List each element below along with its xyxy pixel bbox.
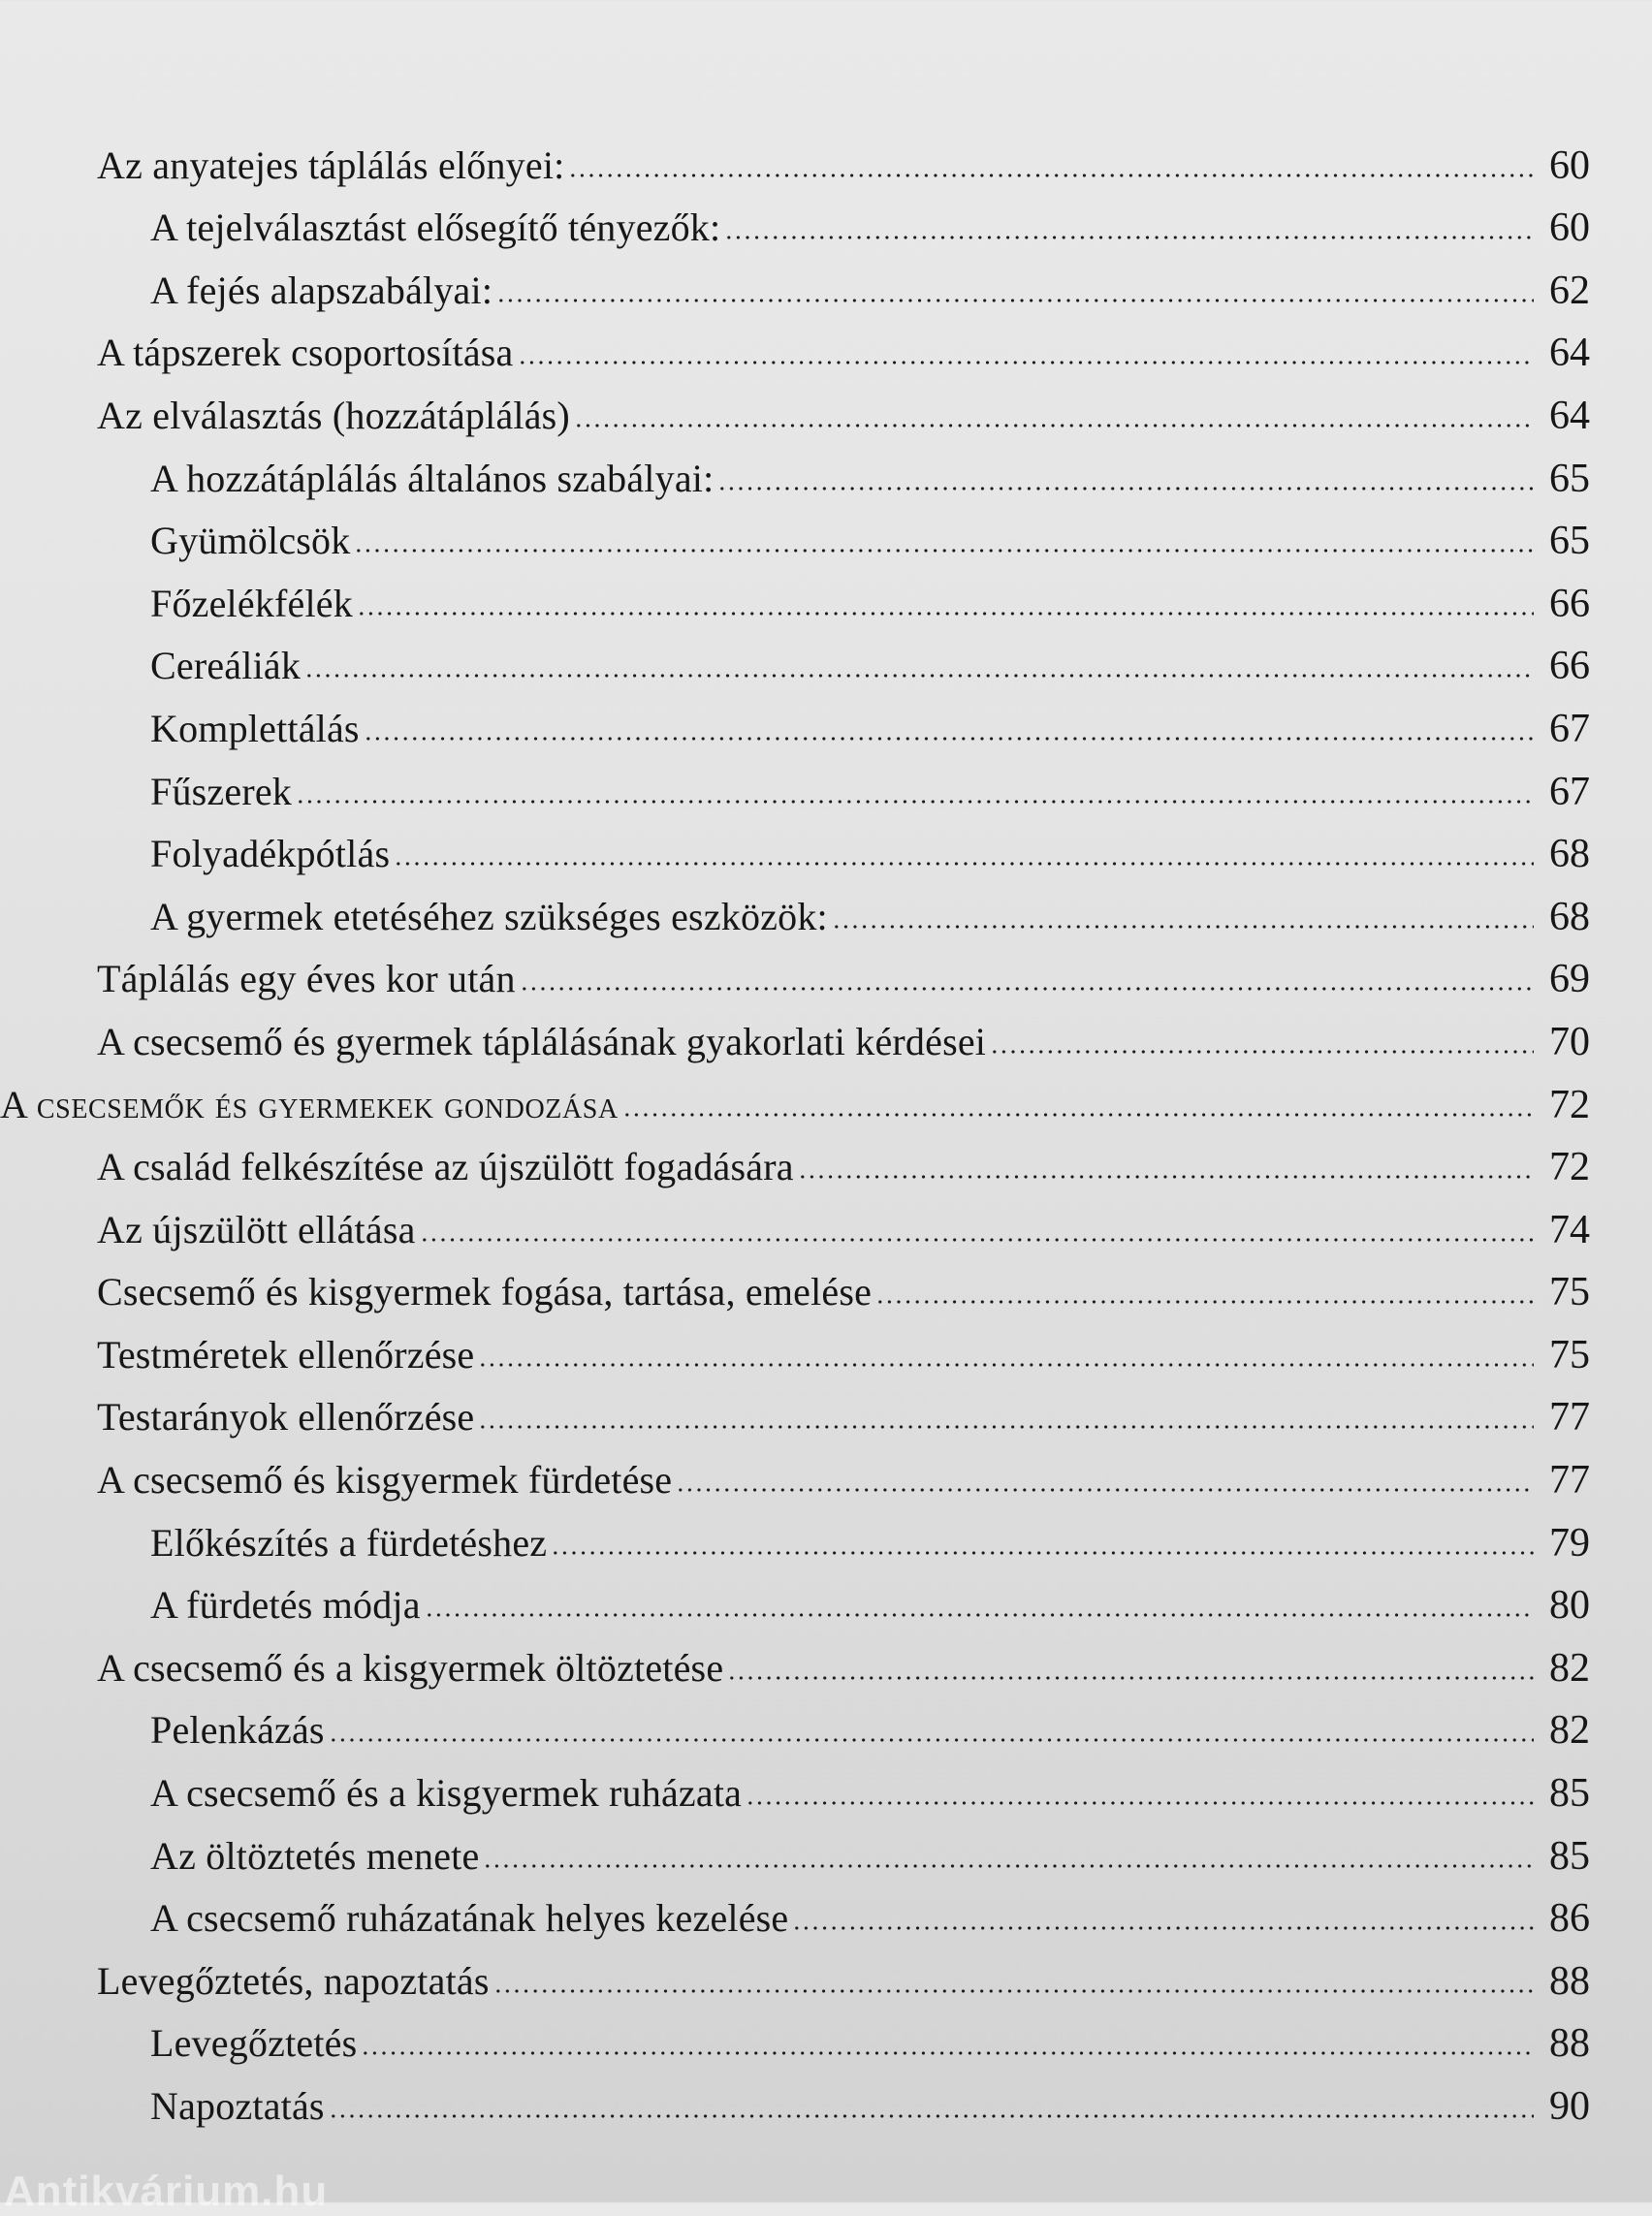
dot-leader	[717, 487, 1534, 491]
toc-entry-title: Előkészítés a fürdetéshez	[150, 1520, 548, 1565]
toc-entry	[0, 1504, 1652, 1567]
toc-page-number: 70	[1549, 1019, 1590, 1064]
toc-entry-title: A gyermek etetéséhez szükséges eszközök:	[150, 894, 828, 938]
toc-entry	[0, 1942, 1652, 2005]
dot-leader	[520, 987, 1534, 991]
toc-page-number: 67	[1549, 769, 1590, 814]
toc-entry	[0, 1629, 1652, 1692]
toc-page-number: 68	[1549, 894, 1590, 939]
dot-leader	[425, 1613, 1534, 1617]
toc-entry-title: Folyadékpótlás	[150, 832, 391, 876]
toc-page-number: 65	[1549, 519, 1590, 564]
toc-entry-title: A tápszerek csoportosítása	[97, 331, 514, 375]
dot-leader	[296, 800, 1534, 804]
toc-page-number: 72	[1549, 1082, 1590, 1127]
toc-entry-title: A csecsemő és gyermek táplálásának gyakorlati kérdései	[97, 1019, 987, 1063]
toc-entry	[0, 1315, 1652, 1378]
dot-leader	[478, 1425, 1534, 1429]
toc-entry	[0, 376, 1652, 439]
dot-leader	[394, 862, 1534, 866]
toc-entry	[0, 2005, 1652, 2068]
toc-entry-title: Táplálás egy éves kor után	[97, 957, 516, 1001]
toc-entry	[0, 502, 1652, 565]
toc-entry-title: Fűszerek	[150, 769, 292, 813]
dot-leader	[990, 1050, 1534, 1054]
toc-entry-title: A csecsemő és a kisgyermek ruházata	[150, 1771, 743, 1816]
toc-entry-title: Az öltöztetés menete	[150, 1833, 480, 1878]
dot-leader	[574, 424, 1534, 427]
toc-entry	[0, 1692, 1652, 1755]
table-of-contents	[0, 126, 1652, 2130]
toc-entry-title: A csecsemők és gyermekek gondozása	[0, 1082, 619, 1126]
toc-entry	[0, 689, 1652, 752]
toc-page-number: 66	[1549, 581, 1590, 626]
dot-leader	[832, 925, 1534, 929]
toc-entry	[0, 815, 1652, 878]
dot-leader	[746, 1801, 1534, 1805]
toc-page-number: 86	[1549, 1896, 1590, 1942]
dot-leader	[568, 174, 1534, 177]
toc-page-number: 72	[1549, 1145, 1590, 1190]
toc-page-number: 77	[1549, 1458, 1590, 1504]
toc-entry	[0, 877, 1652, 940]
toc-entry-title: Az újszülött ellátása	[97, 1207, 416, 1251]
dot-leader	[493, 1989, 1534, 1993]
dot-leader	[622, 1113, 1534, 1117]
toc-entry	[0, 1253, 1652, 1316]
toc-entry	[0, 1754, 1652, 1817]
toc-page-number: 88	[1549, 1958, 1590, 2004]
dot-leader	[875, 1300, 1534, 1304]
toc-entry	[0, 1378, 1652, 1441]
toc-page-number: 65	[1549, 456, 1590, 501]
toc-entry	[0, 564, 1652, 627]
dot-leader	[357, 612, 1534, 616]
toc-page-number: 74	[1549, 1207, 1590, 1252]
toc-entry-title: A csecsemő és a kisgyermek öltöztetése	[97, 1645, 724, 1690]
toc-entry-title: A fejés alapszabályai:	[150, 268, 493, 312]
toc-entry-title: Napoztatás	[150, 2084, 325, 2128]
dot-leader	[798, 1175, 1534, 1179]
toc-page-number: 75	[1549, 1270, 1590, 1315]
toc-page-number: 85	[1549, 1833, 1590, 1879]
toc-page-number: 88	[1549, 2021, 1590, 2067]
toc-entry-title: Testarányok ellenőrzése	[97, 1395, 475, 1440]
toc-entry-title: A tejelválasztást elősegítő tényezők:	[150, 206, 721, 250]
toc-entry-title: A család felkészítése az újszülött fogadására	[97, 1145, 794, 1189]
toc-section-heading	[0, 1065, 1652, 1128]
toc-page-number: 85	[1549, 1771, 1590, 1817]
dot-leader	[420, 1238, 1534, 1242]
dot-leader	[496, 299, 1534, 302]
toc-page-number: 75	[1549, 1332, 1590, 1377]
toc-entry	[0, 1817, 1652, 1880]
toc-entry-title: Cereáliák	[150, 644, 302, 688]
toc-page-number: 77	[1549, 1395, 1590, 1440]
toc-page-number: 90	[1549, 2084, 1590, 2129]
toc-entry	[0, 2067, 1652, 2130]
toc-entry-title: A csecsemő ruházatának helyes kezelése	[150, 1896, 789, 1941]
toc-entry	[0, 940, 1652, 1003]
toc-entry	[0, 1440, 1652, 1504]
dot-leader	[792, 1926, 1534, 1930]
toc-page-number: 67	[1549, 706, 1590, 751]
dot-leader	[354, 549, 1534, 553]
toc-entry	[0, 1567, 1652, 1630]
dot-leader	[518, 361, 1534, 364]
toc-entry-title: A hozzátáplálás általános szabályai:	[150, 456, 715, 500]
toc-entry	[0, 189, 1652, 252]
toc-entry-title: Gyümölcsök	[150, 519, 351, 563]
toc-page-number: 69	[1549, 957, 1590, 1002]
toc-page-number: 64	[1549, 331, 1590, 376]
toc-page-number: 80	[1549, 1583, 1590, 1629]
toc-entry	[0, 1002, 1652, 1065]
dot-leader	[676, 1488, 1534, 1492]
toc-page-number: 82	[1549, 1708, 1590, 1754]
toc-entry	[0, 1880, 1652, 1943]
toc-page-number: 62	[1549, 268, 1590, 313]
toc-entry-title: Csecsemő és kisgyermek fogása, tartása, emelése	[97, 1270, 873, 1314]
toc-page-number: 79	[1549, 1520, 1590, 1566]
toc-entry	[0, 752, 1652, 815]
toc-entry-title: Levegőztetés, napoztatás	[97, 1958, 490, 2003]
dot-leader	[483, 1864, 1534, 1868]
toc-entry-title: Az elválasztás (hozzátáplálás)	[97, 393, 570, 437]
dot-leader	[329, 2114, 1534, 2118]
dot-leader	[551, 1551, 1534, 1555]
watermark: Antikvárium.hu	[4, 2168, 329, 2215]
toc-entry-title: Testméretek ellenőrzése	[97, 1332, 475, 1377]
toc-entry	[0, 1190, 1652, 1253]
toc-entry	[0, 439, 1652, 502]
toc-page-number: 64	[1549, 393, 1590, 438]
dot-leader	[361, 2051, 1534, 2055]
dot-leader	[304, 674, 1534, 678]
toc-page-number: 68	[1549, 832, 1590, 877]
toc-entry-title: Komplettálás	[150, 706, 360, 750]
toc-entry-title: Levegőztetés	[150, 2021, 358, 2066]
toc-entry-title: Pelenkázás	[150, 1708, 325, 1753]
toc-page-number: 60	[1549, 142, 1590, 188]
dot-leader	[329, 1738, 1534, 1742]
toc-entry-title: Az anyatejes táplálás előnyei:	[97, 142, 565, 187]
toc-page-number: 66	[1549, 644, 1590, 689]
toc-entry-title: A csecsemő és kisgyermek fürdetése	[97, 1458, 673, 1503]
toc-entry	[0, 251, 1652, 314]
dot-leader	[724, 236, 1534, 239]
toc-entry	[0, 1128, 1652, 1191]
toc-page-number: 60	[1549, 206, 1590, 251]
dot-leader	[478, 1363, 1534, 1367]
toc-entry-title: A fürdetés módja	[150, 1583, 421, 1628]
toc-entry	[0, 627, 1652, 690]
toc-page-number: 82	[1549, 1645, 1590, 1691]
dot-leader	[727, 1676, 1534, 1680]
toc-entry	[0, 126, 1652, 189]
toc-entry-title: Főzelékfélék	[150, 581, 353, 625]
dot-leader	[364, 737, 1534, 741]
toc-entry	[0, 314, 1652, 377]
